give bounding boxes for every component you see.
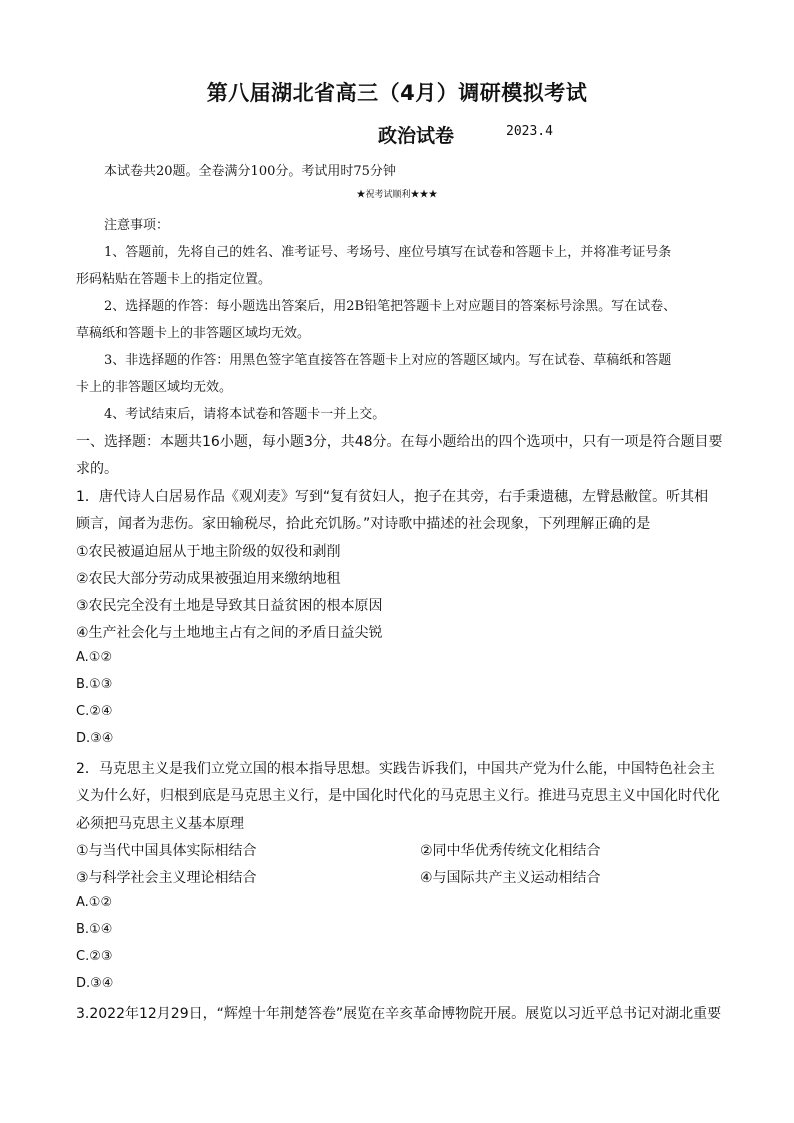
q1-option-b: B.①③ [76,677,113,692]
q1-option-d: D.③④ [76,731,114,746]
notice-2-line-1: 2、选择题的作答：每小题选出答案后，用2B铅笔把答题卡上对应题目的答案标号涂黑。写在试卷、 [104,299,677,314]
q2-stem-line-2: 义为什么好，归根到底是马克思主义行，是中国化时代化的马克思主义行。推进马克思主义中国化时代化 [76,788,720,804]
exam-date: 2023.4 [506,124,553,139]
notice-2-line-2: 草稿纸和答题卡上的非答题区域均无效。 [76,326,311,341]
q1-stem-line-1: 1．唐代诗人白居易作品《观刈麦》写到“复有贫妇人，抱子在其旁，右手秉遗穗，左臂悬敝筐。听其相 [76,489,709,505]
q2-stem-line-1: 2．马克思主义是我们立党立国的根本指导思想。实践告诉我们，中国共产党为什么能，中国特色社会主 [76,761,715,777]
exam-scope: 本试卷共20题。全卷满分100分。考试用时75分钟 [104,164,396,179]
notice-3-line-2: 卡上的非答题区域均无效。 [76,380,233,395]
subject-title: 政治试卷 [378,125,455,147]
q1-statement-3: ③农民完全没有土地是导致其日益贫困的根本原因 [76,598,383,614]
exam-title: 第八届湖北省高三（4月）调研模拟考试 [206,81,588,105]
q1-option-a: A.①② [76,650,113,665]
notice-1-line-1: 1、答题前，先将自己的姓名、准考证号、考场号、座位号填写在试卷和答题卡上，并将准考证号条 [104,245,672,260]
q2-statement-2: ②同中华优秀传统文化相结合 [420,843,601,859]
q1-statement-2: ②农民大部分劳动成果被强迫用来缴纳地租 [76,571,341,587]
q1-statement-4: ④生产社会化与土地地主占有之间的矛盾日益尖锐 [76,625,383,641]
notice-4: 4、考试结束后，请将本试卷和答题卡一并上交。 [104,407,386,422]
q2-option-a: A.①② [76,895,113,910]
q1-statement-1: ①农民被逼迫屈从于地主阶级的奴役和剥削 [76,544,341,560]
section-1-line-1: 一、选择题：本题共16小题，每小题3分，共48分。在每小题给出的四个选项中，只有一项是符合题目要 [76,434,723,450]
notice-1-line-2: 形码粘贴在答题卡上的指定位置。 [76,272,272,287]
good-luck-line: ★祝考试顺利★★★ [356,190,438,200]
section-1-line-2: 求的。 [76,461,118,477]
q2-statement-3: ③与科学社会主义理论相结合 [76,870,257,886]
q3-stem-line-1: 3.2022年12月29日，“辉煌十年荆楚答卷”展览在辛亥革命博物院开展。展览以习近平总书记对湖北重要 [76,1006,722,1022]
q1-stem-line-2: 顾言，闻者为悲伤。家田输税尽，拾此充饥肠。”对诗歌中描述的社会现象，下列理解正确的是 [76,516,651,532]
q1-option-c: C.②④ [76,704,113,719]
q2-statement-1: ①与当代中国具体实际相结合 [76,843,257,859]
notice-3-line-1: 3、非选择题的作答：用黑色签字笔直接答在答题卡上对应的答题区域内。写在试卷、草稿纸和答题 [104,353,672,368]
q2-option-b: B.①④ [76,922,113,937]
q2-statement-4: ④与国际共产主义运动相结合 [420,870,601,886]
q2-option-d: D.③④ [76,976,114,991]
q2-option-c: C.②③ [76,949,113,964]
notice-title: 注意事项： [104,218,170,233]
q2-stem-line-3: 必须把马克思主义基本原理 [76,816,244,832]
